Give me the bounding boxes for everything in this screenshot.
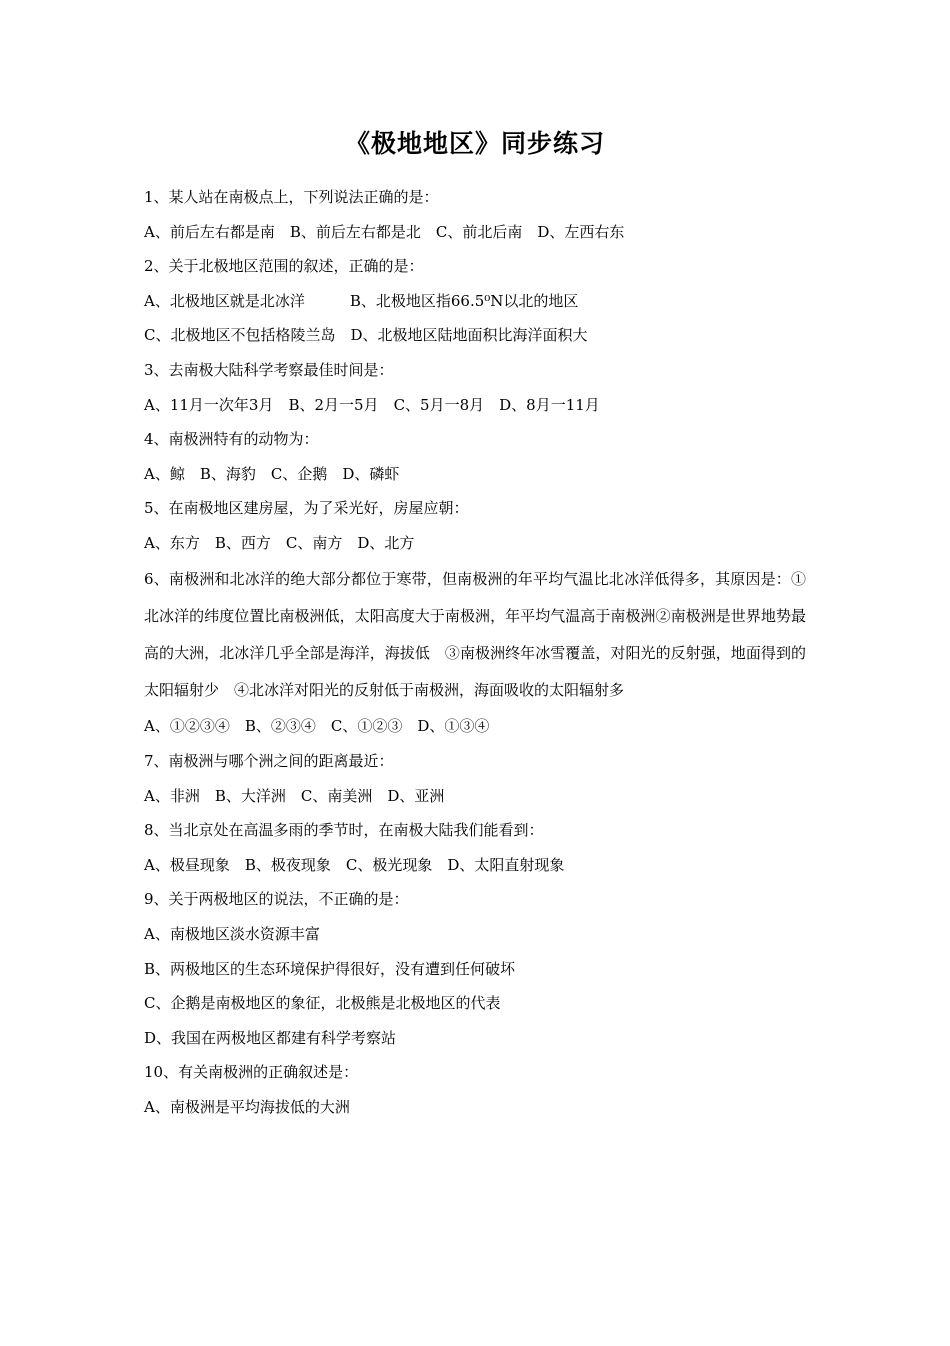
question-3-stem: 3、去南极大陆科学考察最佳时间是：: [144, 360, 394, 379]
question-8-options: A、极昼现象 B、极夜现象 C、极光现象 D、太阳直射现象: [144, 855, 565, 874]
question-7-stem: 7、南极洲与哪个洲之间的距离最近：: [144, 751, 394, 770]
question-1-stem: 1、某人站在南极点上，下列说法正确的是：: [144, 188, 439, 206]
question-9-stem: 9、关于两极地区的说法，不正确的是：: [144, 890, 409, 909]
question-6-options: A、①②③④ B、②③④ C、①②③ D、①③④: [144, 717, 490, 736]
question-9-option-c: C、企鹅是南极地区的象征，北极熊是北极地区的代表: [144, 994, 501, 1013]
question-2-options-cd: C、北极地区不包括格陵兰岛 D、北极地区陆地面积比海洋面积大: [144, 326, 588, 345]
document-title: 《极地地区》同步练习: [344, 129, 605, 158]
question-2-stem: 2、关于北极地区范围的叙述，正确的是：: [144, 257, 424, 276]
question-6-stem: 6、南极洲和北冰洋的绝大部分都位于寒带，但南极洲的年平均气温比北冰洋低得多，其原因是：①北冰洋的纬度位置比南极洲低，太阳高度大于南极洲，年平均气温高于南极洲②南极洲是世界地势最高的大洲，北冰洋几乎全部是海洋，海拔低 ③南极洲终年冰雪覆盖，对阳光的反射强，地面得到的太阳辐射少 ④北冰洋对阳光的反射低于南极洲，海面吸收的太阳辐射多: [144, 569, 806, 700]
question-10-option-a: A、南极洲是平均海拔低的大洲: [144, 1097, 350, 1116]
question-9-option-b: B、两极地区的生态环境保护得很好，没有遭到任何破坏: [144, 959, 516, 978]
question-4-stem: 4、南极洲特有的动物为：: [144, 430, 319, 449]
question-1-options: A、前后左右都是南 B、前后左右都是北 C、前北后南 D、左西右东: [144, 222, 625, 241]
question-5-stem: 5、在南极地区建房屋，为了采光好，房屋应朝：: [144, 499, 469, 518]
question-10-stem: 10、有关南极洲的正确叙述是：: [144, 1063, 359, 1082]
question-2-options-ab: A、北极地区就是北冰洋 B、北极地区指66.5⁰N以北的地区: [144, 291, 579, 310]
question-9-option-a: A、南极地区淡水资源丰富: [144, 924, 320, 943]
question-3-options: A、11月一次年3月 B、2月一5月 C、5月一8月 D、8月一11月: [144, 395, 600, 414]
question-4-options: A、鲸 B、海豹 C、企鹅 D、磷虾: [144, 464, 400, 483]
question-8-stem: 8、当北京处在高温多雨的季节时，在南极大陆我们能看到：: [144, 821, 544, 840]
question-7-options: A、非洲 B、大洋洲 C、南美洲 D、亚洲: [144, 786, 445, 805]
question-9-option-d: D、我国在两极地区都建有科学考察站: [144, 1028, 397, 1047]
question-list: [144, 180, 806, 1124]
question-5-options: A、东方 B、西方 C、南方 D、北方: [144, 533, 415, 552]
